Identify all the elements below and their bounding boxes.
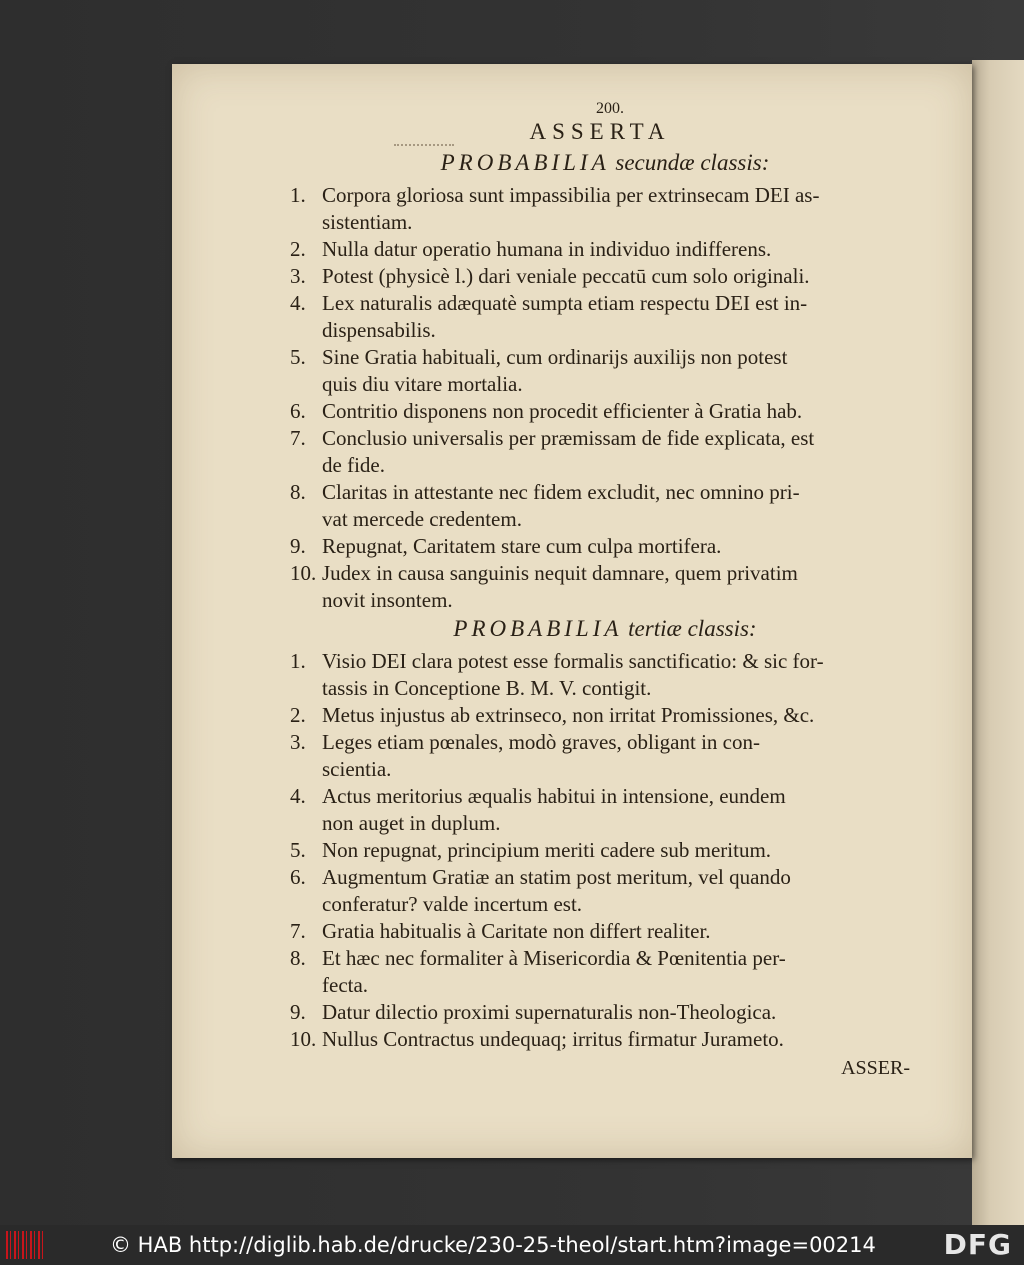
item-line: Repugnat, Caritatem stare cum culpa mortifera. (322, 534, 722, 558)
adjacent-page-edge (972, 60, 1024, 1225)
item-line: Sine Gratia habituali, cum ordinarijs auxilijs non potest (322, 345, 788, 369)
item-line: Augmentum Gratiæ an statim post meritum, vel quando (322, 865, 791, 889)
item-line: Datur dilectio proximi supernaturalis non-Theologica. (322, 1000, 777, 1024)
item-text (322, 837, 910, 864)
section-heading-tertia (300, 614, 910, 644)
item-text (322, 999, 910, 1026)
item-text (322, 290, 910, 344)
item-list-secunda (290, 182, 910, 614)
item-number: 7. (290, 919, 306, 943)
item-line: dispensabilis. (322, 318, 436, 342)
item-number: 2. (290, 237, 306, 261)
item-text (322, 533, 910, 560)
page-number: 200. (596, 100, 624, 117)
item-text (322, 1026, 910, 1053)
running-head: ASSERTA (529, 119, 671, 144)
item-line: conferatur? valde incertum est. (322, 892, 583, 916)
item-line: de fide. (322, 453, 385, 477)
section-italic: tertiæ classis: (628, 616, 757, 641)
assertion-item (290, 918, 910, 945)
item-line: Metus injustus ab extrinseco, non irritat Promissiones, &c. (322, 703, 815, 727)
item-list-tertia (290, 648, 910, 1053)
assertion-item (290, 1026, 910, 1053)
item-number: 1. (290, 183, 306, 207)
scanned-page (172, 64, 972, 1158)
item-number: 4. (290, 291, 306, 315)
assertion-item (290, 783, 910, 837)
assertion-item (290, 945, 910, 999)
footer-credit-link[interactable]: © HAB http://diglib.hab.de/drucke/230-25-theol/start.htm?image=00214 (110, 1233, 876, 1257)
item-line: Nullus Contractus undequaq; irritus firmatur Jurameto. (322, 1027, 784, 1051)
item-text (322, 918, 910, 945)
assertion-item (290, 702, 910, 729)
assertion-item (290, 999, 910, 1026)
assertion-item (290, 729, 910, 783)
item-text (322, 864, 910, 918)
assertion-item (290, 290, 910, 344)
assertion-item (290, 344, 910, 398)
item-number: 8. (290, 946, 306, 970)
section-caps: PROBABILIA (453, 616, 623, 641)
section-italic: secundæ classis: (615, 150, 770, 175)
item-number: 2. (290, 703, 306, 727)
item-text (322, 182, 910, 236)
assertion-item (290, 182, 910, 236)
assertion-item (290, 263, 910, 290)
item-text (322, 398, 910, 425)
item-line: non auget in duplum. (322, 811, 501, 835)
hab-barcode-icon (6, 1231, 46, 1259)
item-number: 3. (290, 730, 306, 754)
item-line: sistentiam. (322, 210, 413, 234)
section-caps: PROBABILIA (440, 150, 610, 175)
item-number: 6. (290, 399, 306, 423)
assertion-item (290, 864, 910, 918)
item-line: quis diu vitare mortalia. (322, 372, 523, 396)
assertion-item (290, 398, 910, 425)
item-line: Lex naturalis adæquatè sumpta etiam respectu DEI est in- (322, 291, 808, 315)
item-line: Actus meritorius æqualis habitui in intensione, eundem (322, 784, 786, 808)
assertion-item (290, 648, 910, 702)
item-number: 7. (290, 426, 306, 450)
item-text (322, 344, 910, 398)
item-number: 8. (290, 480, 306, 504)
item-text (322, 479, 910, 533)
item-number: 6. (290, 865, 306, 889)
item-number: 5. (290, 345, 306, 369)
item-text (322, 729, 910, 783)
item-line: fecta. (322, 973, 369, 997)
item-number: 3. (290, 264, 306, 288)
item-number: 9. (290, 1000, 306, 1024)
item-line: tassis in Conceptione B. M. V. contigit. (322, 676, 652, 700)
item-text (322, 702, 910, 729)
item-text (322, 945, 910, 999)
item-line: Visio DEI clara potest esse formalis sanctificatio: & sic for- (322, 649, 824, 673)
item-line: Contritio disponens non procedit efficienter à Gratia hab. (322, 399, 803, 423)
item-line: scientia. (322, 757, 392, 781)
item-line: Claritas in attestante nec fidem excludit, nec omnino pri- (322, 480, 800, 504)
item-line: Judex in causa sanguinis nequit damnare, quem privatim (322, 561, 798, 585)
item-number: 10. (290, 1027, 317, 1051)
item-line: Nulla datur operatio humana in individuo indifferens. (322, 237, 772, 261)
assertion-item (290, 533, 910, 560)
catchword: ASSER- (841, 1057, 910, 1079)
item-text (322, 236, 910, 263)
item-line: Conclusio universalis per præmissam de fide explicata, est (322, 426, 815, 450)
assertion-item (290, 837, 910, 864)
item-text (322, 263, 910, 290)
item-line: Non repugnat, principium meriti cadere sub meritum. (322, 838, 772, 862)
item-line: Potest (physicè l.) dari veniale peccatū cum solo originali. (322, 264, 810, 288)
item-text (322, 425, 910, 479)
page-text (290, 100, 910, 1082)
section-heading-secunda (300, 148, 910, 178)
item-line: Gratia habitualis à Caritate non differt realiter. (322, 919, 711, 943)
assertion-item (290, 236, 910, 263)
item-number: 4. (290, 784, 306, 808)
assertion-item (290, 479, 910, 533)
item-line: Et hæc nec formaliter à Misericordia & Pœnitentia per- (322, 946, 786, 970)
item-line: Leges etiam pœnales, modò graves, obligant in con- (322, 730, 760, 754)
assertion-item (290, 425, 910, 479)
item-line: Corpora gloriosa sunt impassibilia per extrinsecam DEI as- (322, 183, 820, 207)
item-line: vat mercede credentem. (322, 507, 522, 531)
item-text (322, 783, 910, 837)
item-number: 5. (290, 838, 306, 862)
item-number: 9. (290, 534, 306, 558)
item-line: novit insontem. (322, 588, 453, 612)
item-number: 1. (290, 649, 306, 673)
assertion-item (290, 560, 910, 614)
item-number: 10. (290, 561, 317, 585)
footer-bar (0, 1225, 1024, 1265)
dfg-logo: DFG (943, 1228, 1012, 1261)
item-text (322, 648, 910, 702)
item-text (322, 560, 910, 614)
